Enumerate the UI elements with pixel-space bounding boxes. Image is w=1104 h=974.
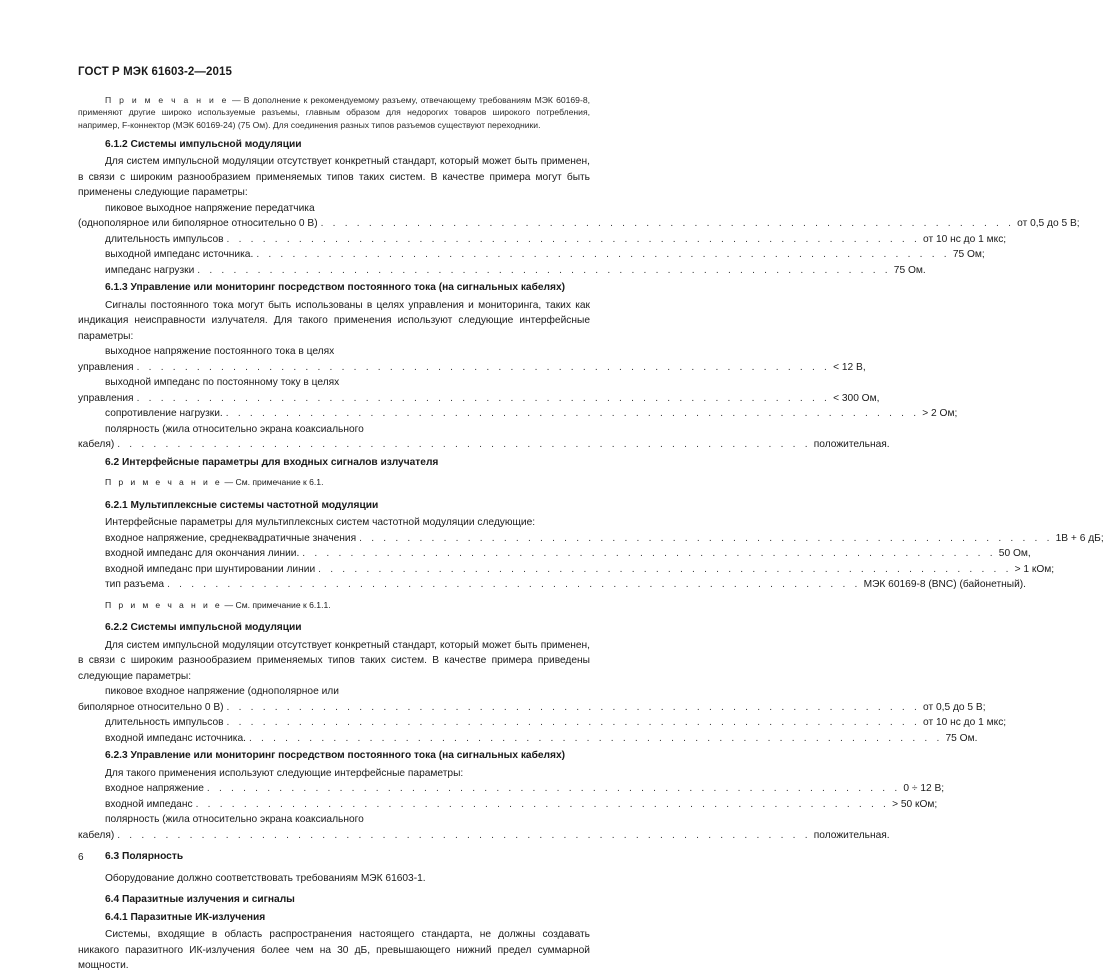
- param-row: [78, 360, 866, 376]
- param-row: [78, 247, 985, 263]
- param-label: входное напряжение: [105, 783, 204, 795]
- note-ref: [78, 598, 590, 614]
- dot-leader: . . . . . . . . . . . . . . . . . . . . . . . . . . . . . . . . . . . . . . . . . . . . . . . . . . . . . . . . . .: [302, 548, 996, 560]
- param-label: входной импеданс источника.: [105, 732, 246, 744]
- param-value: 0 ÷ 12 В;: [903, 783, 945, 795]
- dot-leader: . . . . . . . . . . . . . . . . . . . . . . . . . . . . . . . . . . . . . . . . . . . . . . . . . . . . . . . . . .: [359, 532, 1053, 544]
- param-value: > 1 кОм;: [1014, 563, 1055, 575]
- param-value: от 0,5 до 5 В;: [1017, 218, 1080, 230]
- note-text: — См. примечание к 6.1.1.: [222, 599, 331, 610]
- section-heading-6-1-3: 6.1.3 Управление или мониторинг посредством постоянного тока (на сигнальных кабелях): [105, 282, 566, 294]
- param-row: [78, 562, 1055, 578]
- param-line: выходной импеданс по постоянному току в целях: [105, 377, 340, 389]
- note-label: П р и м е ч а н и е: [105, 95, 229, 105]
- param-value: > 2 Ом;: [922, 408, 958, 420]
- param-value: > 50 кОм;: [892, 798, 938, 810]
- param-line: пиковое выходное напряжение передатчика: [105, 202, 315, 214]
- note-label: П р и м е ч а н и е: [105, 477, 223, 488]
- param-row: [78, 797, 938, 813]
- dot-leader: . . . . . . . . . . . . . . . . . . . . . . . . . . . . . . . . . . . . . . . . . . . . . . . . . . . . . . . . . .: [117, 829, 811, 841]
- param-label: сопротивление нагрузки.: [105, 408, 223, 420]
- param-row: [78, 406, 958, 422]
- dot-leader: . . . . . . . . . . . . . . . . . . . . . . . . . . . . . . . . . . . . . . . . . . . . . . . . . . . . . . . . . .: [167, 579, 861, 591]
- note-label: П р и м е ч а н и е: [105, 599, 223, 610]
- standard-header: ГОСТ Р МЭК 61603-2—2015: [78, 66, 232, 78]
- dot-leader: . . . . . . . . . . . . . . . . . . . . . . . . . . . . . . . . . . . . . . . . . . . . . . . . . . . . . . . . . .: [225, 408, 920, 420]
- dot-leader: . . . . . . . . . . . . . . . . . . . . . . . . . . . . . . . . . . . . . . . . . . . . . . . . . . . . . . . . . .: [226, 717, 921, 729]
- paragraph: Для систем импульсной модуляции отсутствует конкретный стандарт, который может быть применен, в связи с широким разнообразием применяемых типов таких систем. В качестве примера приведены следующие параметры:: [78, 639, 590, 682]
- param-label: выходной импеданс источника.: [105, 249, 254, 261]
- param-value: от 0,5 до 5 В;: [923, 701, 986, 713]
- param-value: 1В + 6 дБ;: [1055, 532, 1104, 544]
- param-row: [78, 437, 890, 453]
- param-row: [78, 828, 890, 844]
- dot-leader: . . . . . . . . . . . . . . . . . . . . . . . . . . . . . . . . . . . . . . . . . . . . . . . . . . . . . . . . . .: [256, 249, 950, 261]
- dot-leader: . . . . . . . . . . . . . . . . . . . . . . . . . . . . . . . . . . . . . . . . . . . . . . . . . . . . . . . . . .: [195, 798, 890, 810]
- param-value: от 10 нс до 1 мкс;: [923, 233, 1007, 245]
- paragraph: Системы, входящие в область распространения настоящего стандарта, не должны создавать никакого паразитного ИК-излучения более чем на 30 дБ, превышающего нижний предел суммарной мощности.: [78, 929, 590, 972]
- param-value: 75 Ом.: [945, 732, 978, 744]
- param-row: [78, 731, 978, 747]
- param-label: (однополярное или биполярное относительно 0 В): [78, 218, 318, 230]
- param-value: < 12 В,: [833, 361, 866, 373]
- page-content: [78, 94, 1104, 974]
- paragraph: Сигналы постоянного тока могут быть использованы в целях управления и мониторинга, таких как индикация неисправности излучателя. Для такого применения используют следующие интерфейсные параметры:: [78, 299, 590, 342]
- param-label: управления: [78, 392, 134, 404]
- dot-leader: . . . . . . . . . . . . . . . . . . . . . . . . . . . . . . . . . . . . . . . . . . . . . . . . . . . . . . . . . .: [320, 218, 1015, 230]
- param-row: [78, 216, 1080, 232]
- dot-leader: . . . . . . . . . . . . . . . . . . . . . . . . . . . . . . . . . . . . . . . . . . . . . . . . . . . . . . . . . .: [206, 783, 901, 795]
- param-line: полярность (жила относительно экрана коаксиального: [105, 814, 364, 826]
- param-value: 50 Ом,: [998, 548, 1031, 560]
- paragraph: Интерфейсные параметры для мультиплексных систем частотной модуляции следующие:: [105, 517, 536, 529]
- param-value: положительная.: [813, 439, 890, 451]
- param-value: от 10 нс до 1 мкс;: [923, 717, 1007, 729]
- note-text: — В дополнение к рекомендуемому разъему, отвечающему требованиям МЭК 60169-8, применяют другие широко используемые разъемы, главным образом для недорогих товаров широкого потребления, например, F-коннектор (МЭК 60169-24) (75 Ом). Для соединения разных типов разъемов существуют переходники.: [78, 95, 590, 130]
- section-heading-6-4-1: 6.4.1 Паразитные ИК-излучения: [105, 911, 266, 923]
- param-value: 75 Ом.: [893, 264, 926, 276]
- dot-leader: . . . . . . . . . . . . . . . . . . . . . . . . . . . . . . . . . . . . . . . . . . . . . . . . . . . . . . . . . .: [226, 701, 921, 713]
- param-row: [78, 546, 1031, 562]
- param-label: импеданс нагрузки: [105, 264, 195, 276]
- paragraph: Для систем импульсной модуляции отсутствует конкретный стандарт, который может быть применен, в связи с широким разнообразием применяемых типов таких систем. В качестве примера могут быть применены следующие параметры:: [78, 156, 590, 199]
- dot-leader: . . . . . . . . . . . . . . . . . . . . . . . . . . . . . . . . . . . . . . . . . . . . . . . . . . . . . . . . . .: [117, 439, 811, 451]
- param-label: тип разъема: [105, 579, 165, 591]
- param-row: [78, 391, 880, 407]
- param-label: кабеля): [78, 829, 115, 841]
- param-label: биполярное относительно 0 В): [78, 701, 224, 713]
- note-ref: [78, 475, 590, 491]
- param-line: полярность (жила относительно экрана коаксиального: [105, 423, 364, 435]
- paragraph: Оборудование должно соответствовать требованиям МЭК 61603-1.: [105, 872, 426, 884]
- param-row: [78, 715, 1007, 731]
- param-row: [78, 700, 986, 716]
- param-value: < 300 Ом,: [833, 392, 880, 404]
- note-text: — См. примечание к 6.1.: [222, 477, 324, 488]
- param-row: [78, 263, 926, 279]
- param-label: входной импеданс: [105, 798, 193, 810]
- param-row: [78, 232, 1007, 248]
- dot-leader: . . . . . . . . . . . . . . . . . . . . . . . . . . . . . . . . . . . . . . . . . . . . . . . . . . . . . . . . . .: [226, 233, 921, 245]
- section-heading-6-2-2: 6.2.2 Системы импульсной модуляции: [105, 622, 302, 634]
- dot-leader: . . . . . . . . . . . . . . . . . . . . . . . . . . . . . . . . . . . . . . . . . . . . . . . . . . . . . . . . . .: [136, 392, 831, 404]
- section-heading-6-1-2: 6.1.2 Системы импульсной модуляции: [105, 138, 302, 150]
- param-label: управления: [78, 361, 134, 373]
- section-heading-6-4: 6.4 Паразитные излучения и сигналы: [105, 894, 295, 906]
- param-row: [78, 531, 1104, 547]
- dot-leader: . . . . . . . . . . . . . . . . . . . . . . . . . . . . . . . . . . . . . . . . . . . . . . . . . . . . . . . . . .: [318, 563, 1012, 575]
- param-value: МЭК 60169-8 (BNC) (байонетный).: [863, 579, 1026, 591]
- param-label: длительность импульсов: [105, 233, 224, 245]
- section-heading-6-2: 6.2 Интерфейсные параметры для входных сигналов излучателя: [105, 456, 439, 468]
- paragraph: Для такого применения используют следующие интерфейсные параметры:: [105, 767, 464, 779]
- param-label: входной импеданс при шунтировании линии: [105, 563, 316, 575]
- param-row: [78, 781, 945, 797]
- param-label: длительность импульсов: [105, 717, 224, 729]
- page-number: 6: [78, 852, 84, 863]
- section-heading-6-2-1: 6.2.1 Мультиплексные системы частотной модуляции: [105, 499, 379, 511]
- param-value: положительная.: [813, 829, 890, 841]
- section-heading-6-3: 6.3 Полярность: [105, 851, 184, 863]
- param-line: пиковое входное напряжение (однополярное или: [105, 686, 339, 698]
- param-label: входное напряжение, среднеквадратичные значения: [105, 532, 357, 544]
- param-label: кабеля): [78, 439, 115, 451]
- param-line: выходное напряжение постоянного тока в целях: [105, 346, 335, 358]
- param-label: входной импеданс для окончания линии.: [105, 548, 300, 560]
- dot-leader: . . . . . . . . . . . . . . . . . . . . . . . . . . . . . . . . . . . . . . . . . . . . . . . . . . . . . . . . . .: [197, 264, 891, 276]
- param-row: [78, 577, 1026, 593]
- dot-leader: . . . . . . . . . . . . . . . . . . . . . . . . . . . . . . . . . . . . . . . . . . . . . . . . . . . . . . . . . .: [136, 361, 831, 373]
- note-connectors: [78, 94, 590, 131]
- param-value: 75 Ом;: [952, 249, 985, 261]
- section-heading-6-2-3: 6.2.3 Управление или мониторинг посредством постоянного тока (на сигнальных кабелях): [105, 750, 566, 762]
- dot-leader: . . . . . . . . . . . . . . . . . . . . . . . . . . . . . . . . . . . . . . . . . . . . . . . . . . . . . . . . . .: [248, 732, 943, 744]
